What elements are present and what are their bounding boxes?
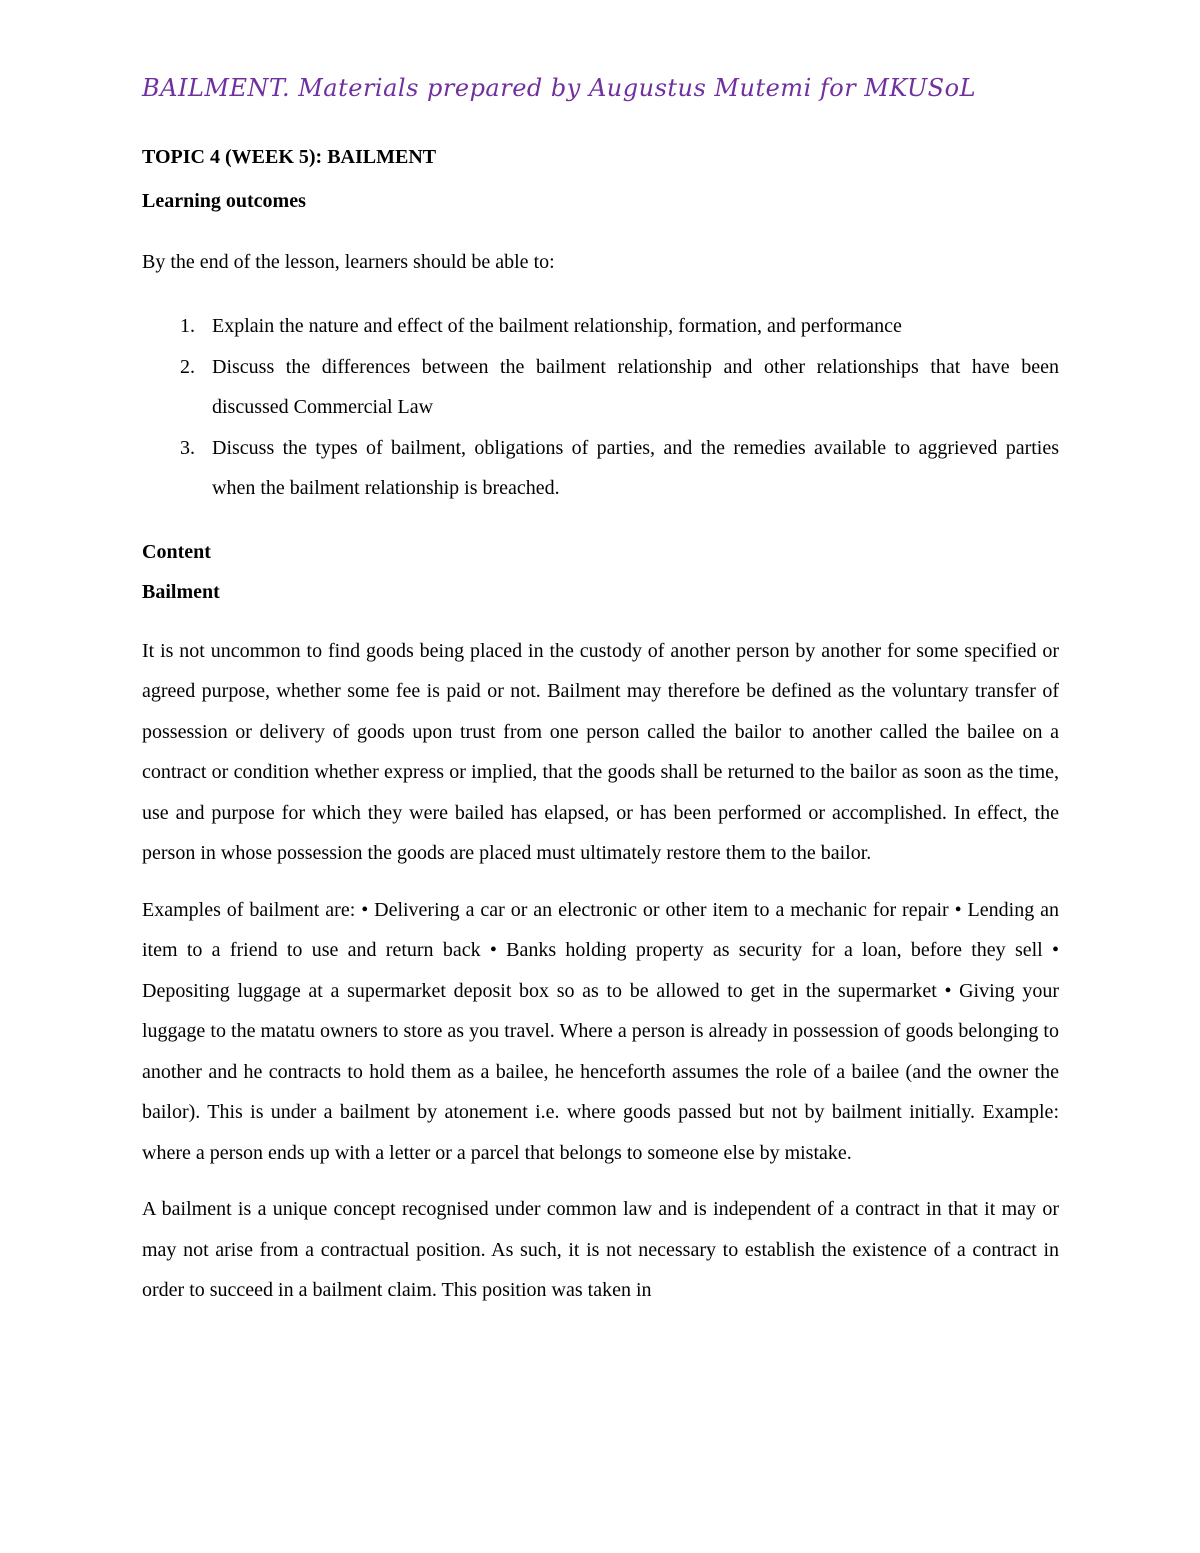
list-item [142,306,1059,347]
topic-heading: TOPIC 4 (WEEK 5): BAILMENT [142,146,437,168]
learning-outcomes-heading: Learning outcomes [142,190,306,212]
list-item-number: 3. [180,436,195,459]
paragraph-common-law: A bailment is a unique concept recognised under common law and is independent of a contract in that it may or may not arise from a contractual position. As such, it is not necessary to establish the existence of a contract in order to succeed in a bailment claim. This position was taken in [142,1198,1059,1301]
list-item-number: 2. [180,355,195,378]
paragraph-definition: It is not uncommon to find goods being placed in the custody of another person by another for some specified or agreed purpose, whether some fee is paid or not. Bailment may therefore be defined as the voluntary transfer of possession or delivery of goods upon trust from one person called the bailor to another called the bailee on a contract or condition whether express or implied, that the goods shall be returned to the bailor as soon as the time, use and purpose for which they were bailed has elapsed, or has been performed or accomplished. In effect, the person in whose possession the goods are placed must ultimately restore them to the bailor. [142,639,1059,864]
learning-outcomes-intro: By the end of the lesson, learners should be able to: [142,251,555,273]
bailment-subheading: Bailment [142,580,220,603]
running-header: BAILMENT. Materials prepared by Augustus Mutemi for MKUSoL [142,74,977,102]
list-item [142,347,1059,428]
list-item-text: Explain the nature and effect of the bailment relationship, formation, and performance [212,315,902,337]
list-item [142,428,1059,509]
paragraph-examples: Examples of bailment are: • Delivering a car or an electronic or other item to a mechanic for repair • Lending an item to a friend to use and return back • Banks holding property as security for a loan, before they sell • Depositing luggage at a supermarket deposit box so as to be allowed to get in the supermarket • Giving your luggage to the matatu owners to store as you travel. Where a person is already in possession of goods belonging to another and he contracts to hold them as a bailee, he henceforth assumes the role of a bailee (and the owner the bailor). This is under a bailment by atonement i.e. where goods passed but not by bailment initially. Example: where a person ends up with a letter or a parcel that belongs to someone else by mistake. [142,898,1059,1164]
list-item-text: Discuss the types of bailment, obligations of parties, and the remedies available to aggrieved parties when the bailment relationship is breached. [212,436,1059,499]
list-item-text: Discuss the differences between the bailment relationship and other relationships that have been discussed Commercial Law [212,355,1059,418]
list-item-number: 1. [180,315,195,337]
learning-outcomes-list [142,306,1059,509]
content-heading: Content [142,540,211,563]
document-body [142,140,1059,1327]
